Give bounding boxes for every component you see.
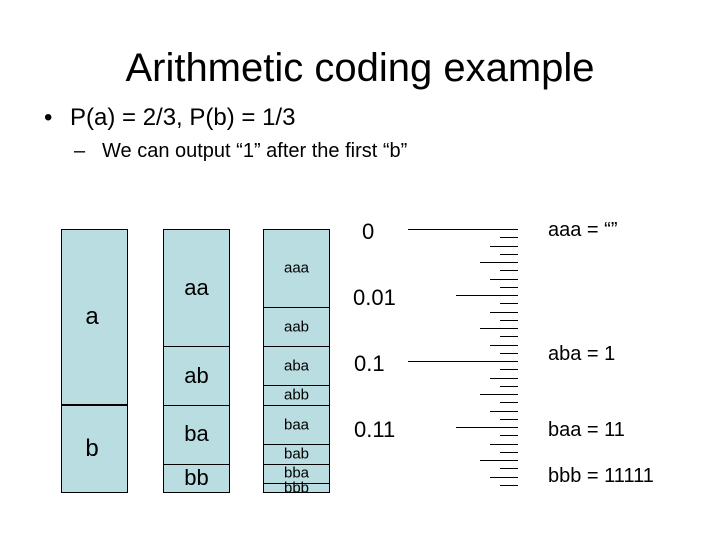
binary-tick [480, 262, 518, 263]
binary-label: 0.1 [354, 351, 385, 376]
bullet-dot: • [44, 104, 53, 131]
binary-tick [480, 328, 518, 329]
binary-tick [480, 460, 518, 461]
binary-tick [490, 411, 518, 412]
binary-tick [490, 279, 518, 280]
sub-bullet-item [74, 138, 407, 164]
binary-tick [500, 435, 518, 436]
interval-label-bb: bb [184, 465, 209, 491]
binary-label: 0.01 [353, 285, 396, 310]
interval-label-aab: aab [283, 318, 310, 336]
interval-divider [263, 307, 330, 308]
interval-label-aa: aa [184, 274, 209, 300]
binary-tick [500, 303, 518, 304]
interval-divider [163, 405, 230, 406]
binary-tick [500, 369, 518, 370]
binary-tick [500, 287, 518, 288]
code-assignment: baa = 11 [548, 419, 625, 441]
sub-bullet-text: We can output “1” after the first “b” [102, 140, 408, 162]
interval-label-ab: ab [184, 362, 209, 388]
interval-label-ba: ba [184, 421, 209, 447]
binary-tick [500, 237, 518, 238]
binary-tick [500, 386, 518, 387]
binary-tick [490, 444, 518, 445]
binary-tick [456, 295, 518, 296]
code-assignment: aaa = “” [548, 219, 618, 241]
binary-tick [408, 361, 518, 362]
slide-title: Arithmetic coding example [125, 46, 595, 90]
binary-tick [490, 345, 518, 346]
binary-tick [480, 394, 518, 395]
binary-tick [500, 353, 518, 354]
binary-tick [490, 378, 518, 379]
interval-label-bab: bab [283, 445, 310, 463]
binary-tick [500, 468, 518, 469]
binary-tick [456, 427, 518, 428]
binary-tick [490, 246, 518, 247]
binary-tick [500, 402, 518, 403]
interval-label-aaa: aaa [283, 259, 310, 277]
interval-label-bba: bba [283, 464, 310, 482]
binary-tick [500, 485, 518, 486]
interval-label-a: a [85, 303, 99, 330]
binary-tick [500, 254, 518, 255]
interval-label-b: b [85, 435, 99, 462]
binary-tick [500, 270, 518, 271]
bullet-item [44, 103, 295, 133]
interval-divider [263, 405, 330, 406]
binary-tick [408, 229, 518, 230]
interval-divider [163, 346, 230, 347]
interval-label-bbb: bbb [283, 479, 310, 497]
binary-tick [500, 452, 518, 453]
binary-tick [500, 419, 518, 420]
binary-label: 0 [362, 219, 375, 244]
code-assignment: aba = 1 [548, 343, 616, 365]
interval-divider [263, 346, 330, 347]
interval-label-abb: abb [283, 386, 310, 404]
interval-label-aba: aba [283, 357, 310, 375]
binary-tick [490, 312, 518, 313]
binary-tick [500, 336, 518, 337]
binary-tick [490, 477, 518, 478]
interval-label-baa: baa [283, 416, 310, 434]
bullet-text: P(a) = 2/3, P(b) = 1/3 [70, 104, 296, 131]
binary-label: 0.11 [354, 417, 396, 442]
code-assignment: bbb = 11111 [548, 465, 654, 487]
binary-tick [500, 320, 518, 321]
interval-box-column-2 [163, 229, 230, 493]
sub-bullet-dash: – [74, 140, 86, 162]
